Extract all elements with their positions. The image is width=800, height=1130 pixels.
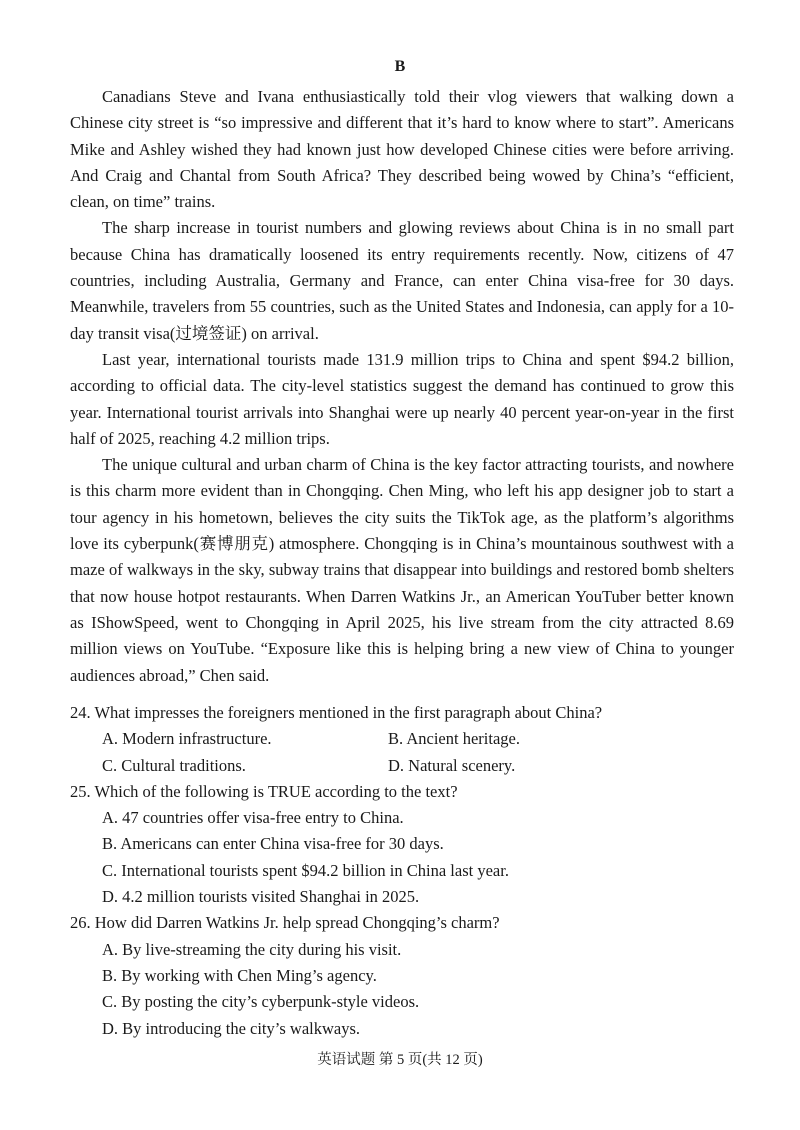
section-label: B [394,58,406,75]
option-a: A. By live-streaming the city during his visit. [102,939,402,959]
option-c: C. Cultural traditions. [102,755,246,775]
question-26 [70,910,734,1041]
option-b: B. Americans can enter China visa-free for 30 days. [102,834,444,854]
page-footer: 英语试题 第 5 页(共 12 页) [317,1052,483,1068]
question-25 [70,779,734,910]
question-24 [70,700,734,779]
paragraph-3: Last year, international tourists made 131.9 million trips to China and spent $94.2 billion, according to official data. The city-level statistics suggest the demand has continued to grow this year. International tourist arrivals into Shanghai were up nearly 40 percent year-on-year in the first half of 2025, reaching 4.2 million trips. [70,349,734,448]
question-stem: 24. What impresses the foreigners mentioned in the first paragraph about China? [70,703,603,722]
paragraph-1: Canadians Steve and Ivana enthusiastically told their vlog viewers that walking down a Chinese city street is “so impressive and different that it’s hard to know where to start”. Americans Mike and Ashley wished they had known just how developed Chinese cities were before arriving. And Craig and Chantal from South Africa? They described being wowed by China’s “efficient, clean, on time” trains. [70,87,734,212]
option-a: A. 47 countries offer visa-free entry to China. [102,808,404,828]
option-a: A. Modern infrastructure. [102,729,272,749]
option-b: B. By working with Chen Ming’s agency. [102,965,377,985]
paragraph-4: The unique cultural and urban charm of China is the key factor attracting tourists, and nowhere is this charm more evident than in Chongqing. Chen Ming, who left his app designer job to start a tour agency in his hometown, believes the city suits the TikTok age, as the platform’s algorithms love its cyberpunk(赛博朋克) atmosphere. Chongqing is in China’s mountainous southwest with a maze of walkways in the sky, subway trains that disappear into buildings and restored bomb shelters that now house hotpot restaurants. When Darren Watkins Jr., an American YouTuber better known as IShowSpeed, went to Chongqing in April 2025, his live stream from the city attracted 8.69 million views on YouTube. “Exposure like this is helping bring a new view of China to younger audiences abroad,” Chen said. [70,455,734,685]
option-d: D. Natural scenery. [388,755,516,775]
reading-passage [70,84,734,689]
question-stem: 26. How did Darren Watkins Jr. help spread Chongqing’s charm? [70,913,500,933]
paragraph-2: The sharp increase in tourist numbers and glowing reviews about China is in no small part because China has dramatically loosened its entry requirements recently. Now, citizens of 47 countries, including Australia, Germany and France, can enter China visa-free for 30 days. Meanwhile, travelers from 55 countries, such as the United States and Indonesia, can apply for a 10-day transit visa(过境签证) on arrival. [70,218,734,343]
option-b: B. Ancient heritage. [388,729,520,749]
option-d: D. 4.2 million tourists visited Shanghai in 2025. [102,887,420,907]
option-c: C. By posting the city’s cyberpunk-style videos. [102,992,420,1012]
question-list [70,700,734,1042]
option-c: C. International tourists spent $94.2 billion in China last year. [102,860,509,880]
option-d: D. By introducing the city’s walkways. [102,1018,361,1038]
question-stem: 25. Which of the following is TRUE according to the text? [70,781,458,801]
